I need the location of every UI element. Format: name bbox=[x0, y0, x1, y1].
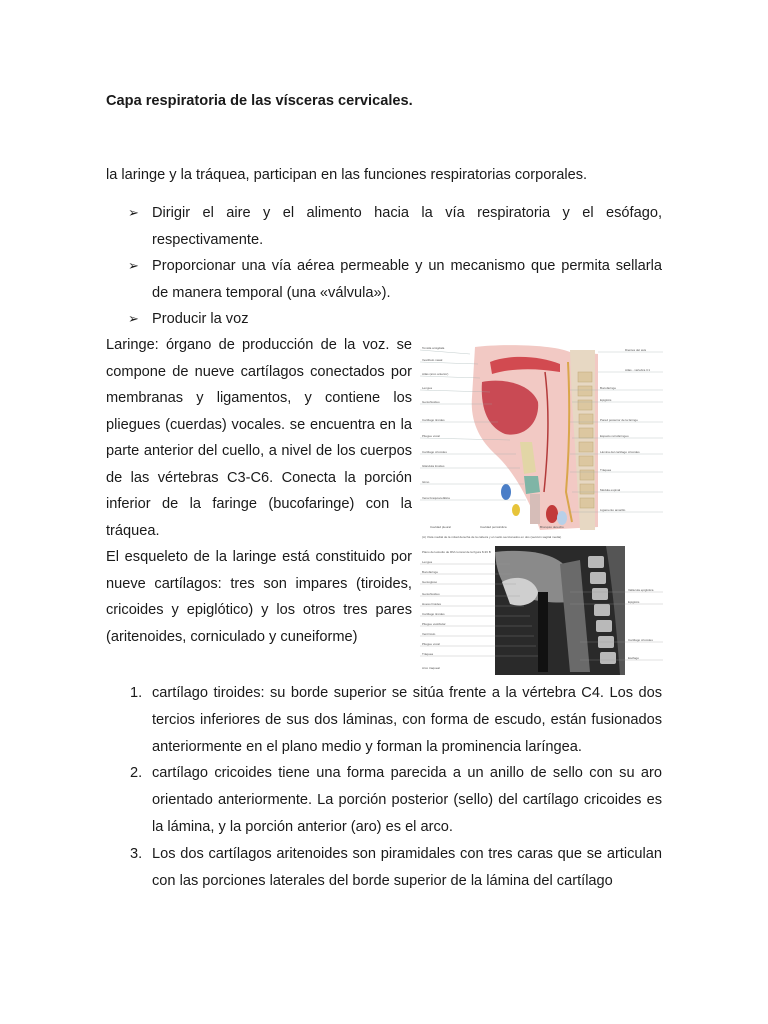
figure-label: Pliegue vocal bbox=[422, 434, 440, 438]
list-number: 1. bbox=[130, 685, 143, 701]
figure-label: Vestíbulo nasal bbox=[422, 358, 443, 362]
figure-label: Ligamento amarillo bbox=[600, 508, 626, 512]
figure-label: Esófago bbox=[628, 656, 640, 660]
list-number: 2. bbox=[130, 765, 143, 782]
figure-label: Pliegue vestibular bbox=[422, 622, 446, 626]
figure-label: Cartílago cricoides bbox=[422, 450, 447, 454]
figure-label: Cartílago tiroides bbox=[422, 612, 445, 616]
figure-label: Geniohioideo bbox=[422, 592, 440, 596]
figure-label: Bucofaringe bbox=[422, 570, 439, 574]
figure-label: Tráquea bbox=[600, 468, 612, 472]
figure-label: Tonsila amigdala bbox=[422, 346, 445, 350]
figure-label: Vena braquiocefálica bbox=[422, 496, 450, 500]
figure-label: Lengua bbox=[422, 560, 433, 564]
numbered-list bbox=[106, 680, 662, 894]
figure-label: Bronquio derecho bbox=[540, 525, 564, 529]
skeleton-paragraph: El esqueleto de la laringe está constituido por nueve cartílagos: tres son impares (tiroides, cricoides y epiglótico) y los otros tres pares (aritenoides, corniculado y cuneiforme) bbox=[106, 549, 412, 645]
figure-label: Bucofaringe bbox=[600, 386, 617, 390]
figure-label: Lámina del cartílago cricoides bbox=[600, 450, 640, 454]
list-item bbox=[106, 680, 662, 760]
list-item-text: Producir la voz bbox=[152, 311, 249, 327]
list-item-text: cartílago cricoides tiene una forma parecida a un anillo de sello con su aro orientado anteriormente. La porción posterior (sello) del cartílago cricoides es la lámina, y la porción anterior (aro) es el arco. bbox=[152, 765, 662, 835]
figure-label: Cartílago cricoides bbox=[628, 638, 653, 642]
arrow-bullet-icon: ➢ bbox=[128, 205, 139, 220]
list-item bbox=[106, 841, 662, 895]
figure-label: Hueso hioides bbox=[422, 602, 442, 606]
laringe-paragraph: Laringe: órgano de producción de la voz. se compone de nueve cartílagos conectados por membranas y ligamentos, y contiene los pliegues (cuerdas) vocales. se encuentra en la parte anterior del cuello, a nivel de los cuerpos de las vértebras C3-C6. Conecta la porción inferior de la faringe (bucofaringe) con la tráquea. bbox=[106, 337, 412, 539]
document-title: Capa respiratoria de las vísceras cervicales. bbox=[106, 93, 413, 109]
list-item bbox=[106, 306, 662, 333]
figure-caption: (A) Vista medial de la mitad derecha de la cabeza y el cuello seccionados en dos (sección sagital media) bbox=[422, 535, 562, 539]
anatomy-figure-svg bbox=[420, 342, 663, 675]
figure-label: Pliegue vocal bbox=[422, 642, 440, 646]
arrow-bullet-icon: ➢ bbox=[128, 311, 139, 326]
figure-label: Pared posterior de la faringe bbox=[600, 418, 638, 422]
figure-label: Atlas (arco anterior) bbox=[422, 372, 449, 376]
list-item-text: Dirigir el aire y el alimento hacia la vía respiratoria y el esófago, respectivamente. bbox=[152, 205, 662, 248]
figure-label: Espacio retrofaríngeo bbox=[600, 434, 629, 438]
list-item-text: Proporcionar una vía aérea permeable y un mecanismo que permita sellarla de manera temporal (una «válvula»). bbox=[152, 258, 662, 301]
list-item bbox=[106, 760, 662, 840]
list-item bbox=[106, 200, 662, 253]
figure-label: Dientes del axis bbox=[625, 348, 647, 352]
list-item bbox=[106, 253, 662, 306]
figure-label: Plano del estudio de RM coronal de la figura 8-36 B bbox=[422, 550, 491, 554]
figure-label: Médula espinal bbox=[600, 488, 621, 492]
figure-label: Cartílago tiroides bbox=[422, 418, 445, 422]
mri-sagittal-image bbox=[420, 546, 663, 675]
figure-label: Vallécula epiglótica bbox=[628, 588, 654, 592]
figure-label: Geniogloso bbox=[422, 580, 438, 584]
bullet-list bbox=[106, 200, 662, 333]
list-item-text: Los dos cartílagos aritenoides son piramidales con tres caras que se articulan con las porciones laterales del borde superior de la lámina del cartílago bbox=[152, 845, 662, 889]
list-item-text: cartílago tiroides: su borde superior se sitúa frente a la vértebra C4. Los dos tercios inferiores de sus dos láminas, con forma de escudo, están fusionados anteriormente en el plano medio y forman la prominencia laríngea. bbox=[152, 685, 662, 755]
figure-label: Atlas - vértebra C1 bbox=[625, 368, 651, 372]
intro-paragraph: la laringe y la tráquea, participan en las funciones respiratorias corporales. bbox=[106, 167, 588, 183]
arrow-bullet-icon: ➢ bbox=[128, 258, 139, 273]
figure-label: Epiglotis bbox=[628, 600, 640, 604]
figure-label: Istmo bbox=[422, 480, 430, 484]
figure-label: Tráquea bbox=[422, 652, 434, 656]
figure-label: Glándula tiroides bbox=[422, 464, 445, 468]
figure-label: Ventrículo bbox=[422, 632, 436, 636]
figure-label: Lengua bbox=[422, 386, 433, 390]
figure-label: Cavidad pericárdica bbox=[480, 525, 507, 529]
figure-label: Epiglotis bbox=[600, 398, 612, 402]
figure-label: Geniohioideo bbox=[422, 400, 440, 404]
sagittal-section-illustration bbox=[420, 342, 663, 539]
figure-label: Arco traqueal bbox=[422, 666, 440, 670]
anatomy-figure bbox=[420, 342, 663, 675]
laringe-text-column bbox=[106, 332, 412, 650]
list-number: 3. bbox=[130, 845, 143, 862]
figure-label: Cavidad pleural bbox=[430, 525, 451, 529]
